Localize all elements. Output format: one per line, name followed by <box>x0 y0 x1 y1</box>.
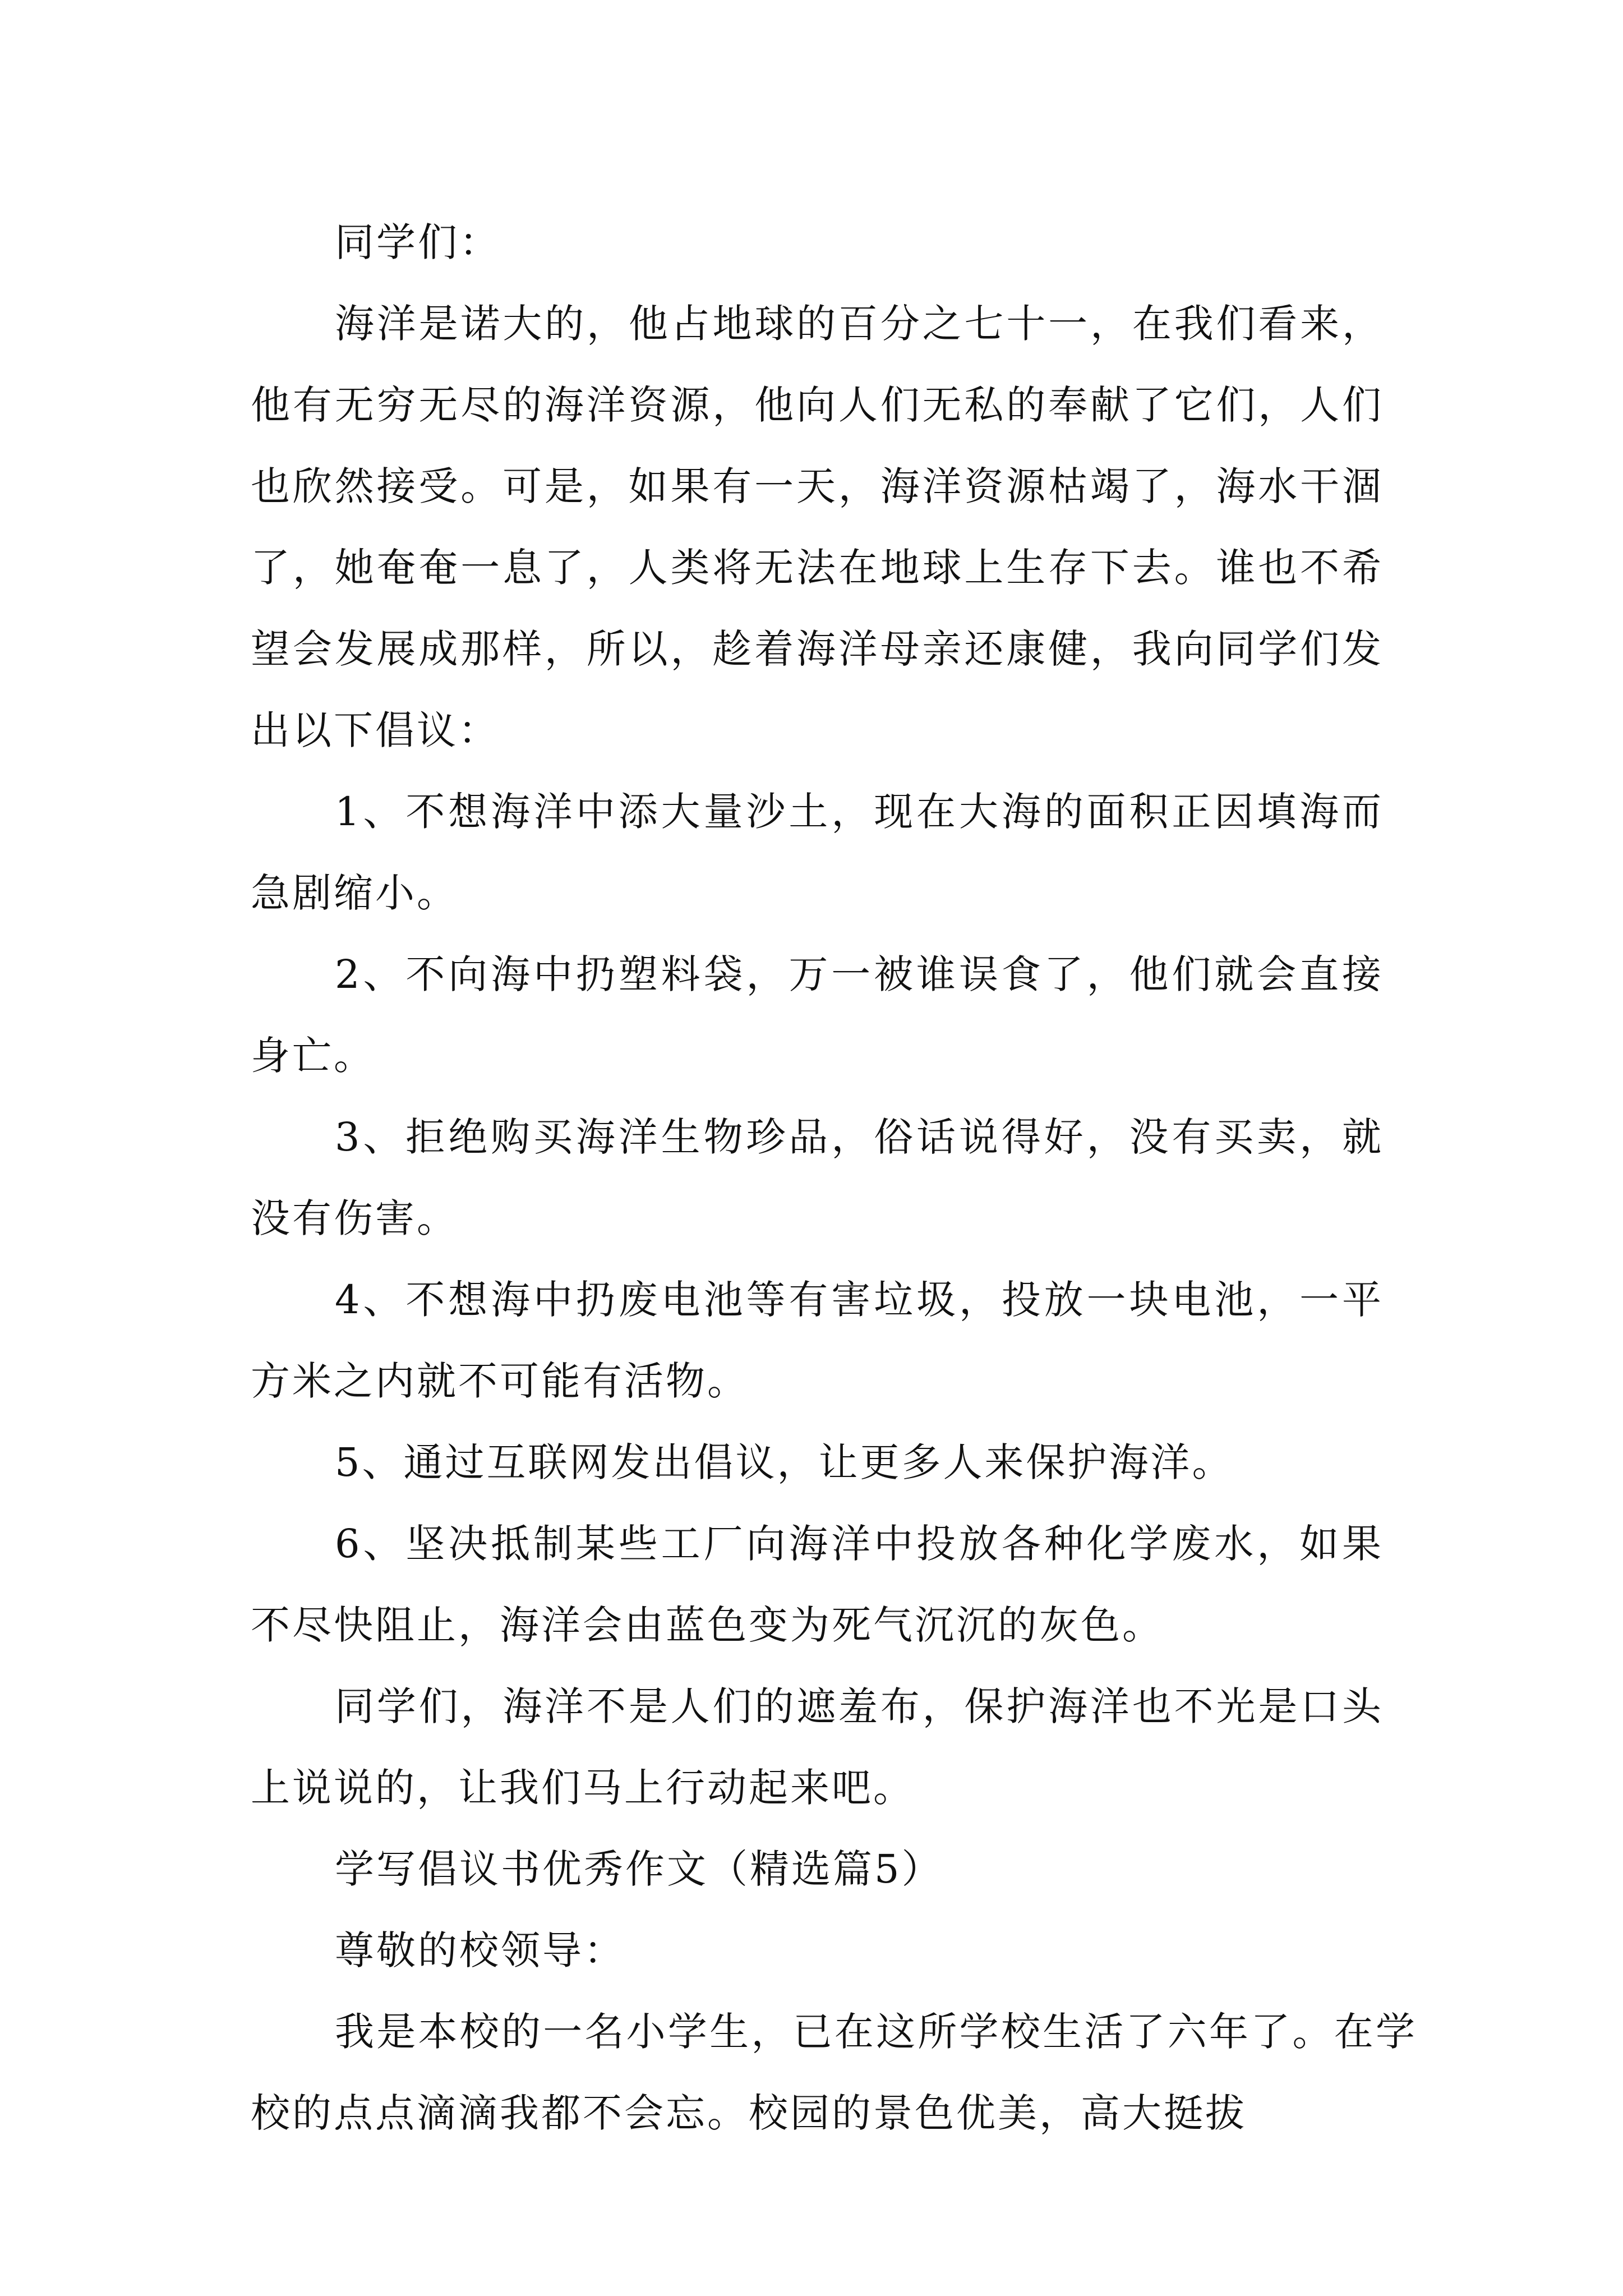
proposal-item-1: 1、不想海洋中添大量沙土，现在大海的面积正因填海而急剧缩小。 <box>251 789 1384 916</box>
paragraph-intro: 海洋是诺大的，他占地球的百分之七十一，在我们看来，他有无穷无尽的海洋资源，他向人们无私的奉献了它们，人们也欣然接受。可是，如果有一天，海洋资源枯竭了，海水干涸了，她奄奄一息了，人类将无法在地球上生存下去。谁也不希望会发展成那样，所以，趁着海洋母亲还康健，我向同学们发出以下倡议： <box>251 301 1384 753</box>
proposal-item-4: 4、不想海中扔废电池等有害垃圾，投放一块电池，一平方米之内就不可能有活物。 <box>251 1277 1384 1404</box>
section-heading: 学写倡议书优秀作文（精选篇5） <box>335 1846 943 1892</box>
paragraph-student-letter: 我是本校的一名小学生，已在这所学校生活了六年了。在学校的点点滴滴我都不会忘。校园的景色优美，高大挺拔 <box>251 2009 1417 2136</box>
proposal-item-5: 5、通过互联网发出倡议，让更多人来保护海洋。 <box>335 1439 1234 1485</box>
proposal-item-2: 2、不向海中扔塑料袋，万一被谁误食了，他们就会直接身亡。 <box>251 951 1384 1079</box>
proposal-item-3: 3、拒绝购买海洋生物珍品，俗话说得好，没有买卖，就没有伤害。 <box>251 1114 1384 1241</box>
salutation-school-leaders: 尊敬的校领导： <box>335 1927 625 1973</box>
proposal-item-6: 6、坚决抵制某些工厂向海洋中投放各种化学废水，如果不尽快阻止，海洋会由蓝色变为死气沉沉的灰色。 <box>251 1521 1384 1648</box>
salutation-classmates: 同学们： <box>335 219 501 265</box>
paragraph-closing: 同学们，海洋不是人们的遮羞布，保护海洋也不光是口头上说说的，让我们马上行动起来吧。 <box>251 1683 1384 1811</box>
document-body <box>251 202 1417 2154</box>
